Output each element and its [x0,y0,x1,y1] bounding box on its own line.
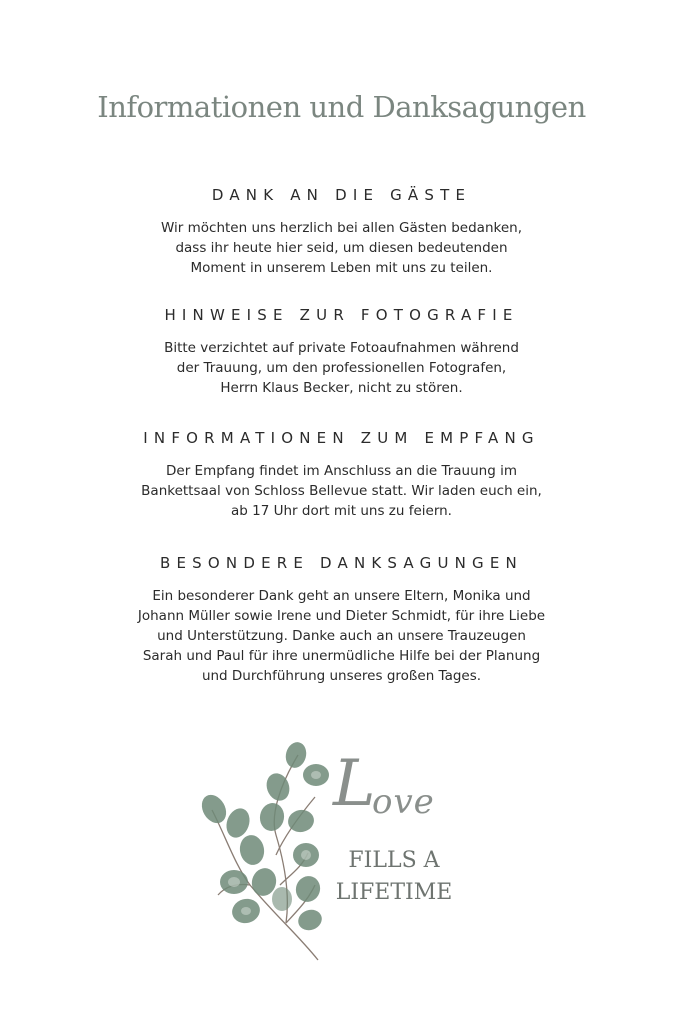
section-photography [0,306,683,398]
text-line: Der Empfang findet im Anschluss an die Trauung im [166,463,517,479]
section-text [127,461,557,521]
text-line: Herrn Klaus Becker, nicht zu stören. [220,380,463,396]
text-line: ab 17 Uhr dort mit uns zu feiern. [231,503,452,519]
section-text [127,218,557,278]
page-title: Informationen und Danksagungen [97,90,586,124]
text-line: Moment in unserem Leben mit uns zu teilen. [190,260,493,276]
love-script-word: ove [372,782,435,822]
text-line: Bitte verzichtet auf private Fotoaufnahmen während [164,340,519,356]
section-text [122,586,562,686]
love-script-initial: L [333,747,376,821]
text-line: und Unterstützung. Danke auch an unsere Trauzeugen [157,628,526,644]
text-line: Ein besonderer Dank geht an unsere Eltern, Monika und [152,588,531,604]
text-line: Johann Müller sowie Irene und Dieter Schmidt, für ihre Liebe [137,608,546,624]
section-heading: BESONDERE DANKSAGUNGEN [160,554,523,572]
tagline-line-2: LIFETIME [335,880,453,905]
section-reception [0,429,683,521]
text-line: Wir möchten uns herzlich bei allen Gästen bedanken, [160,220,522,236]
tagline-line-1: FILLS A [348,848,440,873]
section-text [127,338,557,398]
section-special-thanks [0,554,683,686]
section-guest-thanks [0,186,683,278]
text-line: dass ihr heute hier seid, um diesen bedeutenden [175,240,508,256]
section-heading: INFORMATIONEN ZUM EMPFANG [143,429,540,447]
text-line: der Trauung, um den professionellen Fotografen, [176,360,507,376]
tagline [324,845,464,909]
text-line: und Durchführung unseres großen Tages. [201,668,482,684]
section-heading: DANK AN DIE GÄSTE [211,186,472,204]
section-heading: HINWEISE ZUR FOTOGRAFIE [164,306,519,324]
text-line: Sarah und Paul für ihre unermüdliche Hilfe bei der Planung [142,648,541,664]
text-line: Bankettsaal von Schloss Bellevue statt. Wir laden euch ein, [141,483,542,499]
